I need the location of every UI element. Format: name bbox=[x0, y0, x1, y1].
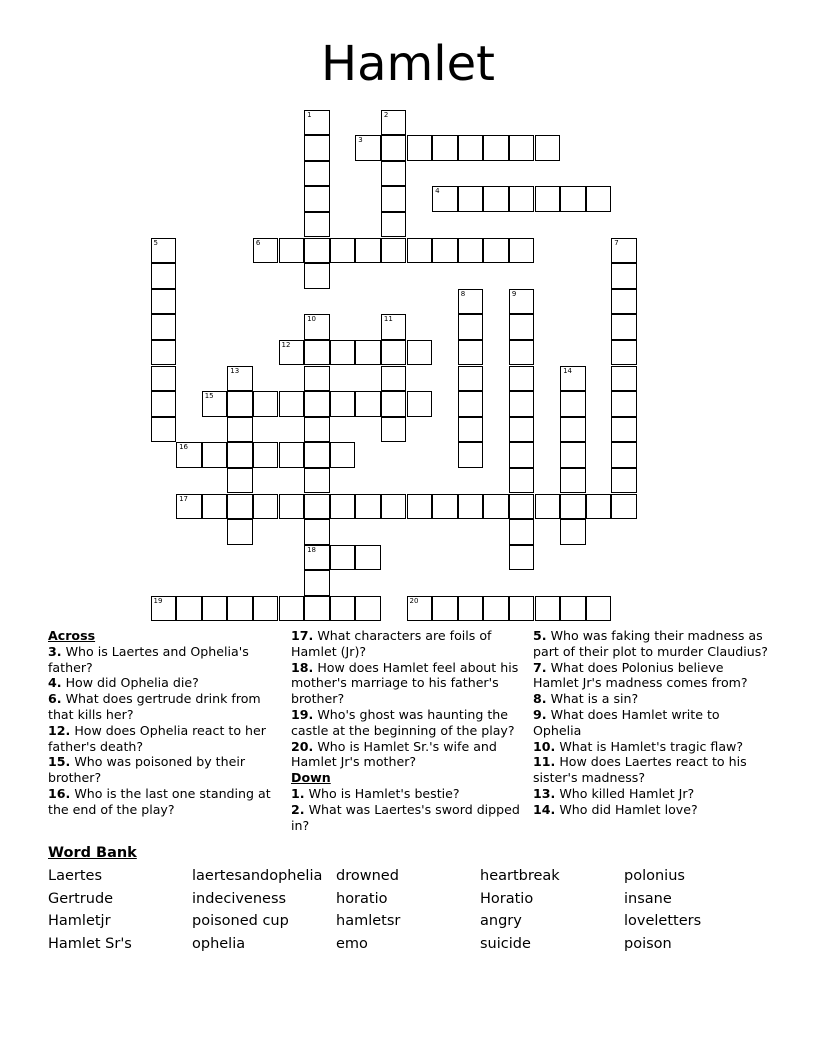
down-clue bbox=[533, 660, 769, 692]
across-clue bbox=[48, 644, 284, 676]
clue-text: How does Laertes react to his sister's madness? bbox=[533, 754, 747, 786]
grid-cell[interactable] bbox=[304, 519, 330, 545]
grid-cell[interactable] bbox=[304, 340, 330, 366]
grid-cell[interactable] bbox=[304, 263, 330, 289]
grid-cell[interactable] bbox=[381, 340, 407, 366]
grid-cell[interactable] bbox=[535, 135, 561, 161]
word-bank-word: Gertrude bbox=[48, 890, 114, 907]
grid-cell[interactable] bbox=[355, 545, 381, 571]
word-bank-word: loveletters bbox=[624, 913, 702, 930]
word-bank-word: horatio bbox=[336, 890, 388, 907]
grid-cell[interactable] bbox=[509, 596, 535, 622]
clue-number: 4 bbox=[435, 187, 440, 196]
grid-cell[interactable] bbox=[202, 442, 228, 468]
grid-cell[interactable] bbox=[304, 135, 330, 161]
grid-cell[interactable] bbox=[253, 391, 279, 417]
across-clue bbox=[48, 675, 284, 691]
grid-cell[interactable] bbox=[381, 110, 407, 136]
grid-cell[interactable] bbox=[304, 596, 330, 622]
clue-number: 20 bbox=[409, 596, 419, 605]
down-heading: Down bbox=[291, 770, 331, 786]
grid-cell[interactable] bbox=[151, 238, 177, 264]
grid-cell[interactable] bbox=[279, 494, 305, 520]
grid-cell[interactable] bbox=[253, 442, 279, 468]
down-clue-list-continued bbox=[533, 628, 769, 818]
grid-cell[interactable] bbox=[458, 289, 484, 315]
word-bank-word: polonius bbox=[624, 868, 685, 884]
grid-cell[interactable] bbox=[176, 596, 202, 622]
grid-cell[interactable] bbox=[458, 596, 484, 622]
clue-number-label: 14. bbox=[533, 801, 556, 817]
grid-cell[interactable] bbox=[381, 391, 407, 417]
across-clue-list bbox=[48, 644, 284, 818]
grid-cell[interactable] bbox=[407, 238, 433, 264]
clue-text: What does Hamlet write to Ophelia bbox=[533, 706, 720, 738]
clue-text: What characters are foils of Hamlet (Jr)? bbox=[291, 628, 492, 659]
clue-number: 11 bbox=[383, 315, 393, 324]
clue-number-label: 16. bbox=[48, 785, 71, 801]
down-clue bbox=[533, 691, 769, 707]
word-bank-row bbox=[48, 889, 768, 912]
grid-cell[interactable] bbox=[483, 596, 509, 622]
grid-cell[interactable] bbox=[151, 289, 177, 315]
grid-cell[interactable] bbox=[330, 238, 356, 264]
word-bank bbox=[48, 866, 768, 957]
clue-number-label: 5. bbox=[533, 628, 547, 643]
grid-cell[interactable] bbox=[304, 545, 330, 571]
grid-cell[interactable] bbox=[458, 135, 484, 161]
grid-cell[interactable] bbox=[509, 391, 535, 417]
word-bank-word: heartbreak bbox=[480, 868, 560, 884]
grid-cell[interactable] bbox=[227, 519, 253, 545]
clue-text: Who was faking their madness as part of their plot to murder Claudius? bbox=[533, 628, 768, 659]
grid-cell[interactable] bbox=[253, 238, 279, 264]
word-bank-word: ophelia bbox=[192, 936, 246, 953]
across-heading: Across bbox=[48, 628, 96, 643]
grid-cell[interactable] bbox=[560, 366, 586, 392]
grid-cell[interactable] bbox=[432, 135, 458, 161]
grid-cell[interactable] bbox=[279, 391, 305, 417]
grid-cell[interactable] bbox=[560, 417, 586, 443]
grid-cell[interactable] bbox=[611, 366, 637, 392]
clue-number: 14 bbox=[563, 366, 573, 375]
grid-cell[interactable] bbox=[586, 494, 612, 520]
grid-cell[interactable] bbox=[304, 366, 330, 392]
clue-text: How does Ophelia react to her father's death? bbox=[48, 722, 266, 754]
grid-cell[interactable] bbox=[355, 238, 381, 264]
grid-cell[interactable] bbox=[483, 494, 509, 520]
clue-text: Who is Hamlet Sr.'s wife and Hamlet Jr's mother? bbox=[291, 738, 497, 770]
grid-cell[interactable] bbox=[330, 545, 356, 571]
grid-cell[interactable] bbox=[509, 135, 535, 161]
grid-cell[interactable] bbox=[304, 570, 330, 596]
word-bank-word: emo bbox=[336, 936, 368, 953]
grid-cell[interactable] bbox=[330, 596, 356, 622]
grid-cell[interactable] bbox=[611, 494, 637, 520]
grid-cell[interactable] bbox=[304, 494, 330, 520]
grid-cell[interactable] bbox=[432, 596, 458, 622]
grid-cell[interactable] bbox=[151, 314, 177, 340]
grid-cell[interactable] bbox=[509, 442, 535, 468]
word-bank-word: Hamlet Sr's bbox=[48, 936, 132, 953]
grid-cell[interactable] bbox=[611, 289, 637, 315]
clue-text: What was Laertes's sword dipped in? bbox=[291, 801, 520, 833]
down-clue-list bbox=[291, 786, 527, 833]
grid-cell[interactable] bbox=[483, 238, 509, 264]
grid-cell[interactable] bbox=[611, 238, 637, 264]
clue-number: 9 bbox=[511, 289, 517, 298]
word-bank-word: poisoned cup bbox=[192, 913, 289, 930]
grid-cell[interactable] bbox=[535, 186, 561, 212]
grid-cell[interactable] bbox=[279, 596, 305, 622]
grid-cell[interactable] bbox=[509, 494, 535, 520]
grid-cell[interactable] bbox=[509, 186, 535, 212]
grid-cell[interactable] bbox=[458, 238, 484, 264]
word-bank-title: Word Bank bbox=[48, 845, 137, 861]
grid-cell[interactable] bbox=[202, 596, 228, 622]
grid-cell[interactable] bbox=[279, 442, 305, 468]
clue-number: 13 bbox=[230, 366, 240, 375]
grid-cell[interactable] bbox=[458, 340, 484, 366]
grid-cell[interactable] bbox=[304, 468, 330, 494]
grid-cell[interactable] bbox=[381, 494, 407, 520]
clue-number-label: 20. bbox=[291, 738, 314, 754]
grid-cell[interactable] bbox=[355, 340, 381, 366]
grid-cell[interactable] bbox=[279, 238, 305, 264]
grid-cell[interactable] bbox=[151, 596, 177, 622]
clue-number-label: 3. bbox=[48, 643, 62, 659]
grid-cell[interactable] bbox=[227, 417, 253, 443]
clues-column-3 bbox=[533, 628, 769, 818]
grid-cell[interactable] bbox=[560, 186, 586, 212]
grid-cell[interactable] bbox=[535, 596, 561, 622]
grid-cell[interactable] bbox=[227, 442, 253, 468]
grid-cell[interactable] bbox=[330, 340, 356, 366]
grid-cell[interactable] bbox=[509, 468, 535, 494]
grid-cell[interactable] bbox=[304, 161, 330, 187]
clue-number-label: 12. bbox=[48, 722, 71, 738]
across-clue bbox=[291, 739, 527, 771]
word-bank-word: drowned bbox=[336, 868, 399, 884]
grid-cell[interactable] bbox=[381, 366, 407, 392]
grid-cell[interactable] bbox=[304, 442, 330, 468]
grid-cell[interactable] bbox=[355, 596, 381, 622]
grid-cell[interactable] bbox=[509, 519, 535, 545]
clue-text: What does Polonius believe Hamlet Jr's madness comes from? bbox=[533, 659, 748, 691]
grid-cell[interactable] bbox=[509, 289, 535, 315]
across-clue bbox=[48, 786, 284, 818]
grid-cell[interactable] bbox=[151, 263, 177, 289]
clue-number: 2 bbox=[383, 110, 389, 119]
grid-cell[interactable] bbox=[560, 494, 586, 520]
grid-cell[interactable] bbox=[611, 442, 637, 468]
grid-cell[interactable] bbox=[509, 545, 535, 571]
clue-number-label: 17. bbox=[291, 628, 314, 643]
grid-cell[interactable] bbox=[151, 366, 177, 392]
grid-cell[interactable] bbox=[611, 391, 637, 417]
word-bank-word: angry bbox=[480, 913, 522, 930]
grid-cell[interactable] bbox=[432, 186, 458, 212]
grid-cell[interactable] bbox=[509, 238, 535, 264]
clue-text: What is Hamlet's tragic flaw? bbox=[555, 738, 744, 754]
across-clue bbox=[48, 754, 284, 786]
clue-text: Who did Hamlet love? bbox=[555, 801, 698, 817]
grid-cell[interactable] bbox=[227, 366, 253, 392]
across-clue bbox=[48, 691, 284, 723]
grid-cell[interactable] bbox=[560, 468, 586, 494]
clue-number-label: 18. bbox=[291, 659, 314, 675]
clues-column-2 bbox=[291, 628, 527, 833]
clue-number-label: 1. bbox=[291, 785, 305, 801]
grid-cell[interactable] bbox=[586, 186, 612, 212]
grid-cell[interactable] bbox=[304, 417, 330, 443]
clue-number-label: 6. bbox=[48, 691, 62, 707]
grid-cell[interactable] bbox=[227, 468, 253, 494]
grid-cell[interactable] bbox=[458, 391, 484, 417]
down-clue bbox=[533, 802, 769, 818]
grid-cell[interactable] bbox=[535, 494, 561, 520]
grid-cell[interactable] bbox=[560, 519, 586, 545]
grid-cell[interactable] bbox=[330, 391, 356, 417]
word-bank-word: insane bbox=[624, 890, 672, 907]
down-clue bbox=[291, 786, 527, 802]
grid-cell[interactable] bbox=[253, 596, 279, 622]
word-bank-word: hamletsr bbox=[336, 913, 401, 930]
grid-cell[interactable] bbox=[509, 340, 535, 366]
grid-cell[interactable] bbox=[611, 263, 637, 289]
grid-cell[interactable] bbox=[458, 366, 484, 392]
grid-cell[interactable] bbox=[509, 417, 535, 443]
clue-text: How did Ophelia die? bbox=[61, 675, 199, 691]
grid-cell[interactable] bbox=[151, 340, 177, 366]
grid-cell[interactable] bbox=[381, 314, 407, 340]
down-clue bbox=[533, 707, 769, 739]
clue-number: 3 bbox=[358, 136, 363, 145]
word-bank-row bbox=[48, 866, 768, 889]
grid-cell[interactable] bbox=[330, 494, 356, 520]
across-clue bbox=[291, 660, 527, 707]
grid-cell[interactable] bbox=[304, 238, 330, 264]
grid-cell[interactable] bbox=[611, 417, 637, 443]
word-bank-word: poison bbox=[624, 936, 672, 953]
clue-number: 7 bbox=[614, 238, 619, 247]
word-bank-word: indeciveness bbox=[192, 890, 287, 907]
grid-cell[interactable] bbox=[381, 186, 407, 212]
grid-cell[interactable] bbox=[509, 314, 535, 340]
grid-cell[interactable] bbox=[458, 494, 484, 520]
grid-cell[interactable] bbox=[407, 391, 433, 417]
puzzle-title: Hamlet bbox=[321, 36, 495, 92]
clue-number-label: 11. bbox=[533, 754, 556, 770]
grid-cell[interactable] bbox=[304, 314, 330, 340]
clue-number: 16 bbox=[179, 443, 189, 452]
grid-cell[interactable] bbox=[304, 110, 330, 136]
grid-cell[interactable] bbox=[509, 366, 535, 392]
grid-cell[interactable] bbox=[560, 596, 586, 622]
clue-number: 15 bbox=[204, 392, 214, 401]
word-bank-row bbox=[48, 934, 768, 957]
word-bank-word: laertesandophelia bbox=[192, 868, 323, 884]
grid-cell[interactable] bbox=[253, 494, 279, 520]
word-bank-word: Laertes bbox=[48, 868, 103, 884]
grid-cell[interactable] bbox=[458, 186, 484, 212]
grid-cell[interactable] bbox=[458, 417, 484, 443]
grid-cell[interactable] bbox=[330, 442, 356, 468]
grid-cell[interactable] bbox=[227, 494, 253, 520]
across-clue bbox=[291, 628, 527, 660]
clue-text: What does gertrude drink from that kills her? bbox=[48, 691, 261, 722]
grid-cell[interactable] bbox=[407, 494, 433, 520]
grid-cell[interactable] bbox=[458, 314, 484, 340]
word-bank-row bbox=[48, 911, 768, 934]
grid-cell[interactable] bbox=[355, 135, 381, 161]
clue-number-label: 4. bbox=[48, 675, 62, 691]
grid-cell[interactable] bbox=[432, 494, 458, 520]
grid-cell[interactable] bbox=[381, 135, 407, 161]
clue-number-label: 7. bbox=[533, 659, 547, 675]
clue-number: 5 bbox=[153, 238, 158, 247]
grid-cell[interactable] bbox=[151, 391, 177, 417]
grid-cell[interactable] bbox=[151, 417, 177, 443]
grid-cell[interactable] bbox=[611, 314, 637, 340]
clue-text: Who is Hamlet's bestie? bbox=[304, 785, 460, 801]
down-clue bbox=[533, 786, 769, 802]
grid-cell[interactable] bbox=[304, 186, 330, 212]
word-bank-word: suicide bbox=[480, 936, 531, 953]
clue-text: Who is the last one standing at the end of the play? bbox=[48, 785, 271, 817]
grid-cell[interactable] bbox=[202, 391, 228, 417]
clue-number-label: 19. bbox=[291, 706, 314, 722]
clue-text: How does Hamlet feel about his mother's marriage to his father's brother? bbox=[291, 659, 519, 707]
clue-number: 10 bbox=[307, 315, 317, 324]
clue-number: 1 bbox=[307, 110, 312, 119]
across-clue bbox=[48, 723, 284, 755]
clue-number: 19 bbox=[153, 596, 163, 605]
grid-cell[interactable] bbox=[586, 596, 612, 622]
clue-text: Who was poisoned by their brother? bbox=[48, 754, 246, 786]
word-bank-word: Hamletjr bbox=[48, 913, 111, 930]
grid-cell[interactable] bbox=[355, 494, 381, 520]
grid-cell[interactable] bbox=[176, 442, 202, 468]
word-bank-word: Horatio bbox=[480, 890, 534, 907]
clue-number: 17 bbox=[179, 494, 189, 503]
clue-number-label: 15. bbox=[48, 754, 71, 770]
grid-cell[interactable] bbox=[560, 391, 586, 417]
grid-cell[interactable] bbox=[227, 596, 253, 622]
grid-cell[interactable] bbox=[611, 468, 637, 494]
grid-cell[interactable] bbox=[407, 340, 433, 366]
grid-cell[interactable] bbox=[458, 442, 484, 468]
grid-cell[interactable] bbox=[176, 494, 202, 520]
grid-cell[interactable] bbox=[381, 238, 407, 264]
grid-cell[interactable] bbox=[432, 238, 458, 264]
clue-number-label: 8. bbox=[533, 691, 547, 707]
grid-cell[interactable] bbox=[407, 596, 433, 622]
down-clue bbox=[291, 802, 527, 834]
grid-cell[interactable] bbox=[355, 391, 381, 417]
grid-cell[interactable] bbox=[304, 212, 330, 238]
clue-number-label: 9. bbox=[533, 706, 547, 722]
grid-cell[interactable] bbox=[483, 186, 509, 212]
down-clue bbox=[533, 739, 769, 755]
down-clue bbox=[533, 754, 769, 786]
clue-number-label: 10. bbox=[533, 738, 556, 754]
clue-text: Who killed Hamlet Jr? bbox=[555, 785, 695, 801]
clue-number: 6 bbox=[255, 238, 261, 247]
grid-cell[interactable] bbox=[304, 391, 330, 417]
across-clue-list-continued bbox=[291, 628, 527, 770]
clues-column-1 bbox=[48, 628, 284, 818]
grid-cell[interactable] bbox=[279, 340, 305, 366]
down-clue bbox=[533, 628, 769, 660]
across-clue bbox=[291, 707, 527, 739]
grid-cell[interactable] bbox=[483, 135, 509, 161]
clue-number: 12 bbox=[281, 340, 291, 349]
grid-cell[interactable] bbox=[381, 212, 407, 238]
grid-cell[interactable] bbox=[202, 494, 228, 520]
clue-number-label: 2. bbox=[291, 801, 305, 817]
clue-number: 18 bbox=[307, 545, 317, 554]
clue-text: What is a sin? bbox=[546, 691, 639, 707]
grid-cell[interactable] bbox=[381, 417, 407, 443]
clue-number-label: 13. bbox=[533, 785, 556, 801]
grid-cell[interactable] bbox=[560, 442, 586, 468]
clue-text: Who is Laertes and Ophelia's father? bbox=[48, 643, 249, 675]
grid-cell[interactable] bbox=[381, 161, 407, 187]
grid-cell[interactable] bbox=[407, 135, 433, 161]
clue-text: Who's ghost was haunting the castle at the beginning of the play? bbox=[291, 706, 515, 738]
grid-cell[interactable] bbox=[227, 391, 253, 417]
clue-number: 8 bbox=[460, 289, 466, 298]
grid-cell[interactable] bbox=[611, 340, 637, 366]
